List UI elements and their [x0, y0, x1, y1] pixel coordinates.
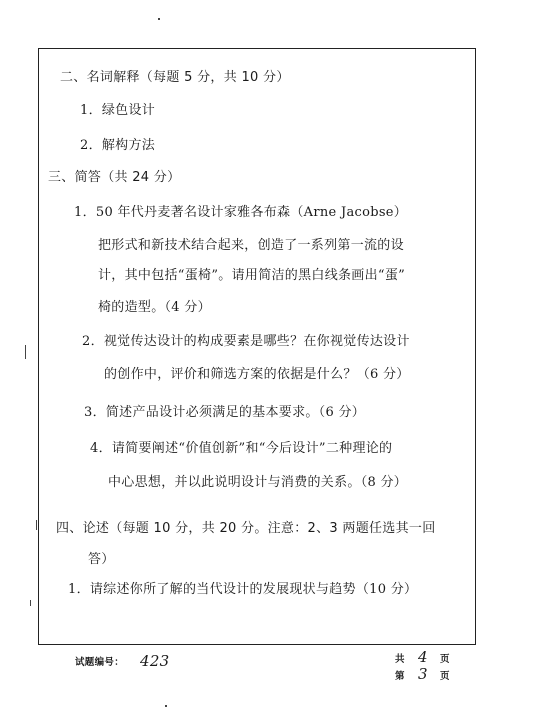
- total-pages-prefix: 共: [395, 654, 405, 665]
- section-4-item-1: 1．请综述你所了解的当代设计的发展现状与趋势（10 分）: [68, 582, 418, 597]
- total-pages-suffix: 页: [440, 654, 450, 665]
- section-3-q4-line-2: 中心思想，并以此说明设计与消费的关系。（8 分）: [108, 475, 408, 490]
- section-3-title: 三、简答（共 24 分）: [48, 170, 181, 185]
- scan-speck: [30, 600, 31, 606]
- scan-speck: [165, 705, 167, 707]
- section-3-q1-line-2: 把形式和新技术结合起来，创造了一系列第一流的设: [98, 238, 404, 253]
- section-2-item-1: 1．绿色设计: [80, 103, 156, 118]
- section-3-q2-line-2: 的创作中，评价和筛选方案的依据是什么？（6 分）: [104, 367, 410, 382]
- section-3-q3: 3．简述产品设计必须满足的基本要求。（6 分）: [84, 405, 366, 420]
- scan-speck: [158, 18, 160, 20]
- section-3-q2-line-1: 2．视觉传达设计的构成要素是哪些？在你视觉传达设计: [82, 334, 410, 349]
- total-pages-value: 4: [418, 648, 428, 666]
- section-3-q1-line-3: 计，其中包括“蛋椅”。请用简洁的黑白线条画出“蛋”: [98, 268, 406, 283]
- section-3-q4-line-1: 4．请简要阐述“价值创新”和“今后设计”二种理论的: [90, 441, 393, 456]
- section-3-q1-line-1: 1．50 年代丹麦著名设计家雅各布森（Arne Jacobse）: [74, 205, 408, 220]
- page-no-suffix: 页: [440, 671, 450, 682]
- page-no-prefix: 第: [395, 671, 405, 682]
- page-no-value: 3: [418, 665, 428, 683]
- section-2-title: 二、名词解释（每题 5 分，共 10 分）: [60, 70, 290, 85]
- exam-code-label: 试题编号：: [75, 657, 125, 668]
- scan-speck: [25, 345, 26, 359]
- section-4-title-line-2: 答）: [88, 552, 115, 567]
- exam-code-value: 423: [140, 652, 170, 670]
- scan-speck: [36, 520, 37, 530]
- section-2-item-2: 2．解构方法: [80, 138, 156, 153]
- section-4-title-line-1: 四、论述（每题 10 分，共 20 分。注意：2、3 两题任选其一回: [56, 521, 436, 536]
- section-3-q1-line-4: 椅的造型。（4 分）: [98, 300, 211, 315]
